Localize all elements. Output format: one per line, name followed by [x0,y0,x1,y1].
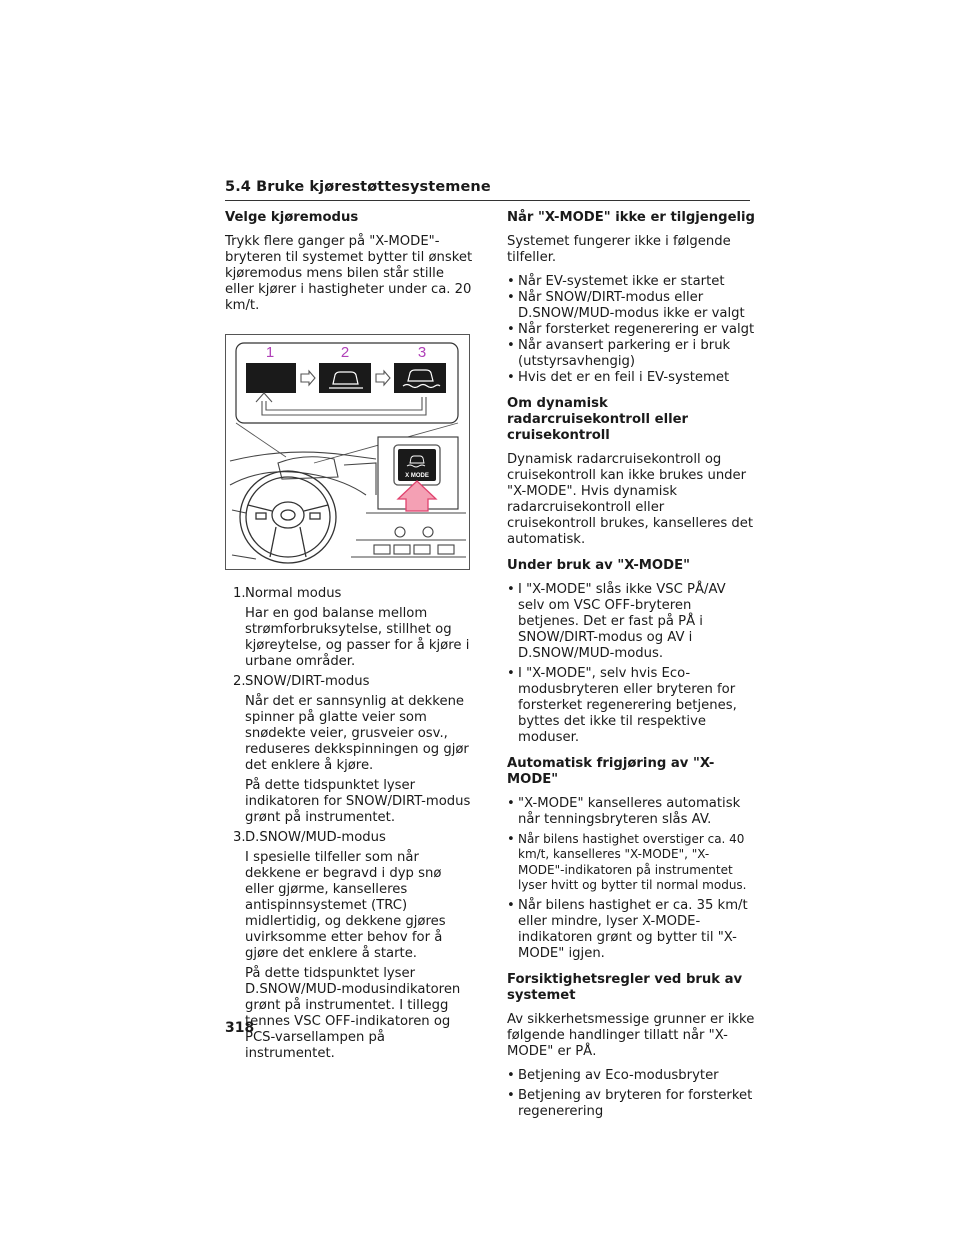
page-number: 318 [225,1020,255,1036]
list-item: • I "X-MODE", selv hvis Eco-modusbryteren eller bryteren for forsterket regenerering betjenes, byttes det ikke til respektive moduser. [507,666,737,745]
section-title: 5.4 Bruke kjørestøttesystemene [225,179,491,195]
mode-item-normal [233,586,473,670]
list-item: • Betjening av Eco-modusbryter [507,1067,719,1083]
list-item: • "X-MODE" kanselleres automatisk når tenningsbryteren slås AV. [507,796,741,827]
header-divider [225,200,750,201]
step-text: Har en god balanse mellom strømforbruksytelse, stillhet og kjøreytelse, og passer for å kjøre i urbane områder. [245,606,470,669]
precautions-list [507,1068,755,1120]
mode-label-3: 3 [417,344,427,361]
step-title: Normal modus [245,586,342,601]
step-text: I spesielle tilfeller som når dekkene er begravd i dyp snø eller gjørme, kanselleres antispinnsystemet (TRC) midlertidig, og dekkene gjøres uvirksomme etter behov for å gjøre det enklere å starte. [245,850,446,961]
mode-item-snow-dirt [233,674,473,826]
mode-label-1: 1 [265,344,275,361]
list-item: • Betjening av bryteren for forsterket regenerering [507,1087,753,1119]
list-item: • Når bilens hastighet overstiger ca. 40 km/t, kanselleres "X-MODE", "X-MODE"-indikatoren på instrumentet lyser hvitt og bytter til normal modus. [507,832,747,893]
normal-mode-indicator [246,363,296,393]
during-x-mode-list [507,582,755,746]
heading-cruise-control: Om dynamisk radarcruisekontroll eller cruisekontroll [507,396,689,443]
precautions-intro: Av sikkerhetsmessige grunner er ikke følgende handlinger tillatt når "X-MODE" er PÅ. [507,1011,755,1059]
list-item: • Når SNOW/DIRT-modus eller D.SNOW/MUD-modus ikke er valgt [507,290,745,321]
x-mode-illustration [225,334,470,570]
list-item: • Hvis det er en feil i EV-systemet [507,370,730,385]
x-mode-button-label: X MODE [405,473,429,479]
mode-label-2: 2 [340,344,350,361]
list-item: • Når avansert parkering er i bruk (utstyrsavhengig) [507,338,731,369]
step-number: 1. [233,586,246,601]
step-number: 2. [233,674,246,689]
step-text: På dette tidspunktet lyser indikatoren for SNOW/DIRT-modus grønt på instrumentet. [245,778,471,825]
list-item: • Når EV-systemet ikke er startet [507,274,725,289]
heading-select-drive-mode: Velge kjøremodus [225,210,359,225]
heading-precautions: Forsiktighetsregler ved bruk av systemet [507,971,743,1003]
mode-item-d-snow-mud [233,830,473,1062]
d-snow-mud-mode-indicator [394,363,446,393]
heading-x-mode-unavailable: Når "X-MODE" ikke er tilgjengelig [507,210,755,225]
step-number: 3. [233,830,246,845]
list-item: • Når bilens hastighet er ca. 35 km/t eller mindre, lyser X-MODE-indikatoren grønt og bytter til "X-MODE" igjen. [507,897,748,961]
right-column [507,208,755,1124]
list-item: • Når forsterket regenerering er valgt [507,322,755,337]
steering-wheel-drawing [240,471,336,563]
mode-list [233,586,473,1062]
list-item: • I "X-MODE" slås ikke VSC PÅ/AV selv om VSC OFF-bryteren betjenes. Det er fast på PÅ i SNOW/DIRT-modus og AV i D.SNOW/MUD-modus. [507,582,726,661]
auto-release-list [507,796,755,962]
step-title: D.SNOW/MUD-modus [245,830,386,845]
step-text: Når det er sannsynlig at dekkene spinner på glatte veier som snødekte veier, grusveier osv., reduseres dekkspinningen og gjør det enklere å kjøre. [245,694,469,773]
heading-during-x-mode: Under bruk av "X-MODE" [507,558,690,573]
left-column [225,208,473,1066]
heading-auto-release: Automatisk frigjøring av "X-MODE" [507,756,715,787]
cruise-control-text: Dynamisk radarcruisekontroll og cruisekontroll kan ikke brukes under "X-MODE". Hvis dynamisk radarcruisekontroll eller cruisekontroll brukes, kanselleres det automatisk. [507,452,754,547]
unavailable-list [507,274,755,386]
step-title: SNOW/DIRT-modus [245,674,370,689]
callout-line-left [236,423,286,457]
x-mode-diagram [226,335,469,569]
step-text: På dette tidspunktet lyser D.SNOW/MUD-modusindikatoren grønt på instrumentet. I tillegg tennes VSC OFF-indikatoren og PCS-varsellampen på instrumentet. [245,966,461,1061]
unavailable-intro: Systemet fungerer ikke i følgende tilfeller. [507,234,731,265]
intro-paragraph: Trykk flere ganger på "X-MODE"-bryteren til systemet bytter til ønsket kjøremodus mens bilen står stille eller kjører i hastigheter under ca. 20 km/t. [225,234,473,313]
